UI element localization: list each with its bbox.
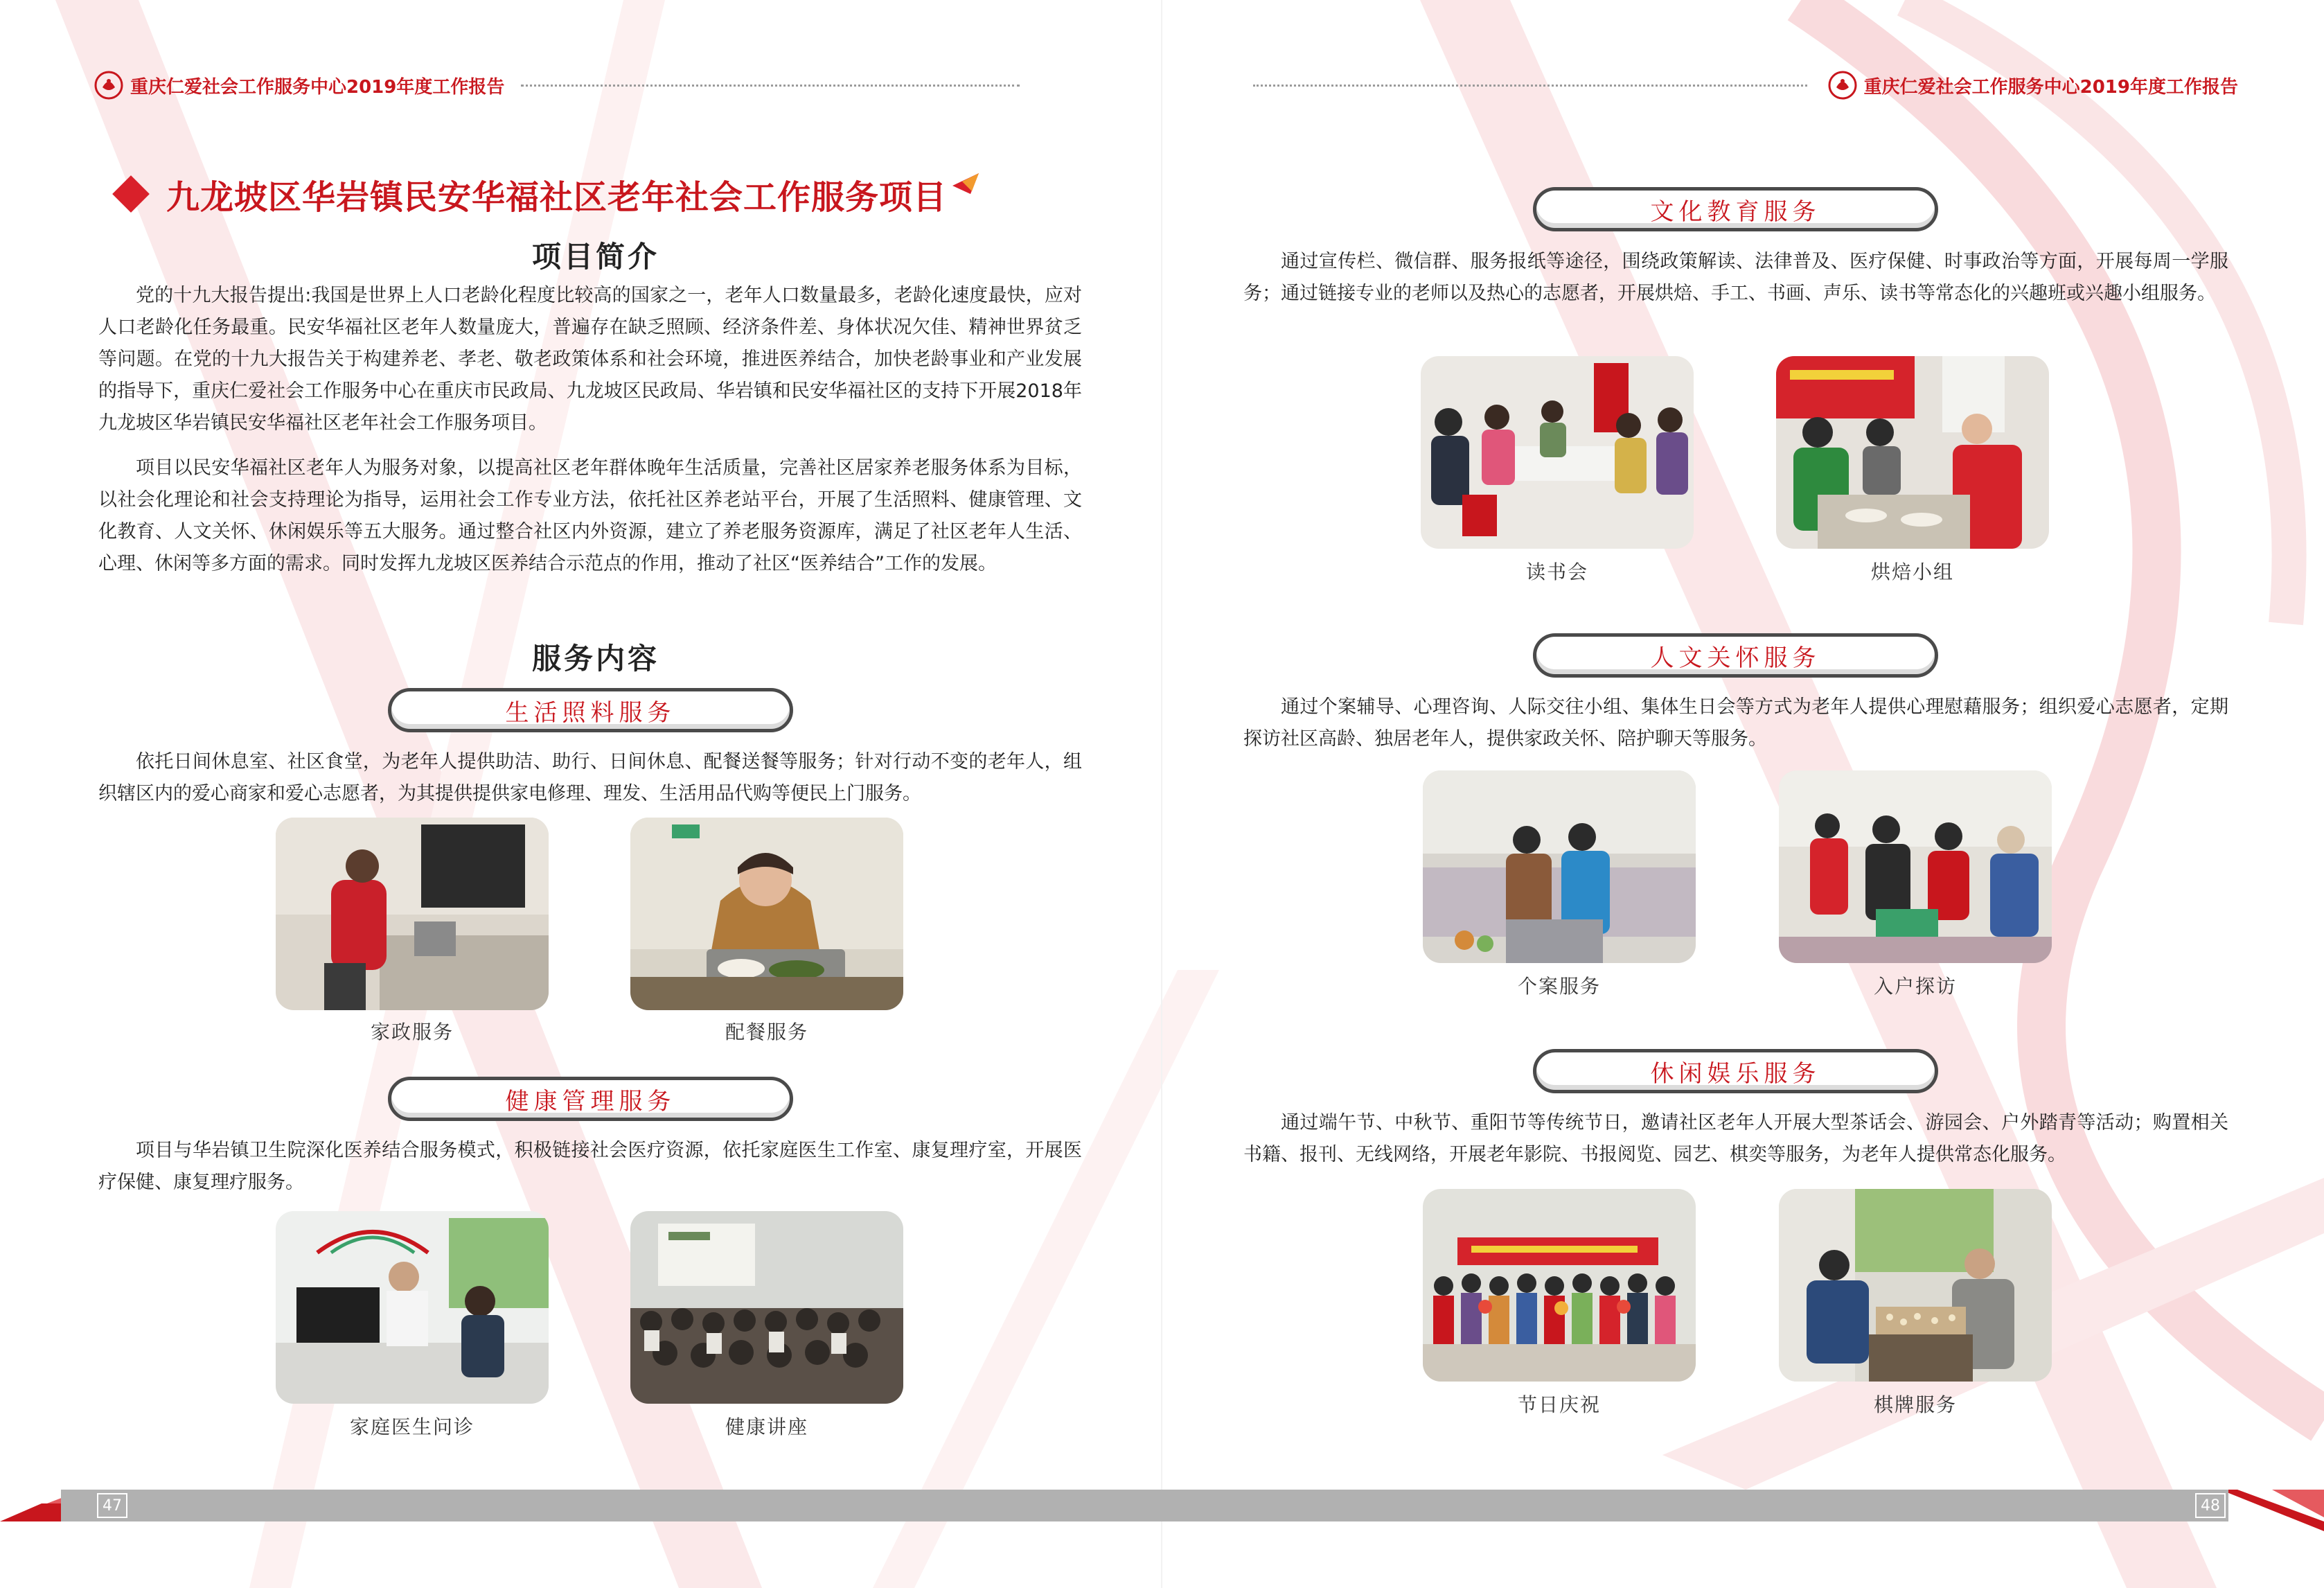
leisure-label-text: 休闲娱乐服务	[1650, 1059, 1821, 1088]
baking-group-photo	[1776, 356, 2049, 549]
family-doctor-caption: 家庭医生问诊	[349, 1415, 474, 1438]
festival-celebration-photo	[1423, 1189, 1696, 1382]
page-number-right: 48	[2195, 1493, 2226, 1518]
family-doctor-photo	[276, 1211, 549, 1404]
health-lecture-caption: 健康讲座	[725, 1415, 808, 1438]
running-header-left	[94, 68, 1133, 103]
meal-service-caption: 配餐服务	[725, 1021, 808, 1043]
running-header-right	[1162, 68, 2238, 103]
housekeeping-caption: 家政服务	[370, 1021, 454, 1043]
footer-bar-left	[61, 1490, 1162, 1521]
report-title: 重庆仁爱社会工作服务中心2019年度工作报告	[1863, 76, 2238, 98]
intro-paragraph-1: 党的十九大报告提出:我国是世界上人口老龄化程度比较高的国家之一，老年人口数量最多，老龄化速度最快，应对人口老龄化任务最重。民安华福社区老年人数量庞大，普遍存在缺乏照顾、经济条件差、身体状况欠佳、精神世界贫乏等问题。在党的十九大报告关于构建养老、孝老、敬老政策体系和社会环境，推进医养结合，加快老龄事业和产业发展的指导下，重庆仁爱社会工作服务中心在重庆市民政局、九龙坡区民政局、华岩镇和民安华福社区的支持下开展2018年九龙坡区华岩镇民安华福社区老年社会工作服务项目。	[98, 285, 1082, 434]
leisure-label	[1533, 1049, 1938, 1093]
housekeeping-photo	[276, 818, 549, 1010]
reading-club-caption: 读书会	[1525, 561, 1588, 583]
home-visit-photo	[1779, 770, 2052, 963]
health-lecture-photo	[630, 1211, 903, 1404]
health-label-text: 健康管理服务	[505, 1087, 676, 1115]
intro-heading: 项目简介	[531, 240, 659, 274]
project-title	[118, 170, 1074, 218]
festival-celebration-caption: 节日庆祝	[1517, 1393, 1601, 1416]
services-heading: 服务内容	[531, 642, 659, 676]
diamond-bullet-icon	[112, 175, 150, 213]
renai-logo-icon	[94, 71, 123, 100]
case-service-caption: 个案服务	[1517, 975, 1601, 998]
humanistic-label-text: 人文关怀服务	[1650, 644, 1821, 672]
humanistic-label	[1533, 633, 1938, 678]
health-label	[388, 1077, 793, 1121]
reading-club-photo	[1421, 356, 1694, 549]
footer-bar-right	[1162, 1490, 2228, 1521]
education-label	[1533, 187, 1938, 231]
right-page	[1162, 0, 2324, 1588]
intro-paragraph-2: 项目以民安华福社区老年人为服务对象，以提高社区老年群体晚年生活质量，完善社区居家养老服务体系为目标，以社会化理论和社会支持理论为指导，运用社会工作专业方法，依托社区养老站平台，开展了生活照料、健康管理、文化教育、人文关怀、休闲娱乐等五大服务。通过整合社区内外资源，建立了养老服务资源库，满足了社区老年人生活、心理、休闲等多方面的需求。同时发挥九龙坡区医养结合示范点的作用，推动了社区“医养结合”工作的发展。	[98, 457, 1082, 574]
report-title: 重庆仁爱社会工作服务中心2019年度工作报告	[130, 76, 505, 98]
leisure-text: 通过端午节、中秋节、重阳节等传统节日，邀请社区老年人开展大型茶话会、游园会、户外踏青等活动；购置相关书籍、报刊、无线网络，开展老年影院、书报阅览、园艺、棋奕等服务，为老年人提供常态化服务。	[1243, 1112, 2228, 1165]
meal-service-photo	[630, 818, 903, 1010]
case-service-photo	[1423, 770, 1696, 963]
health-text: 项目与华岩镇卫生院深化医养结合服务模式，积极链接社会医疗资源，依托家庭医生工作室、康复理疗室，开展医疗保健、康复理疗服务。	[98, 1140, 1082, 1193]
flag-icon	[951, 170, 982, 201]
humanistic-text: 通过个案辅导、心理咨询、人际交往小组、集体生日会等方式为老年人提供心理慰藉服务；组织爱心志愿者，定期探访社区高龄、独居老年人，提供家政关怀、陪护聊天等服务。	[1243, 696, 2228, 750]
chess-service-photo	[1779, 1189, 2052, 1382]
education-label-text: 文化教育服务	[1650, 197, 1821, 226]
life-care-label	[388, 688, 793, 732]
project-title-text: 九龙坡区华岩镇民安华福社区老年社会工作服务项目	[166, 177, 948, 217]
life-care-text: 依托日间休息室、社区食堂，为老年人提供助洁、助行、日间休息、配餐送餐等服务；针对行动不变的老年人，组织辖区内的爱心商家和爱心志愿者，为其提供提供家电修理、理发、生活用品代购等便民上门服务。	[98, 751, 1082, 804]
home-visit-caption: 入户探访	[1873, 975, 1957, 998]
renai-logo-icon	[1828, 71, 1857, 100]
chess-service-caption: 棋牌服务	[1873, 1393, 1957, 1416]
header-divider	[1253, 85, 1807, 87]
education-text: 通过宣传栏、微信群、服务报纸等途径，围绕政策解读、法律普及、医疗保健、时事政治等方面，开展每周一学服务；通过链接专业的老师以及热心的志愿者，开展烘焙、手工、书画、声乐、读书等常态化的兴趣班或兴趣小组服务。	[1243, 251, 2228, 304]
life-care-label-text: 生活照料服务	[505, 698, 676, 727]
page-number-left: 47	[97, 1493, 127, 1518]
header-divider	[521, 85, 1020, 87]
baking-group-caption: 烘焙小组	[1870, 561, 1954, 583]
